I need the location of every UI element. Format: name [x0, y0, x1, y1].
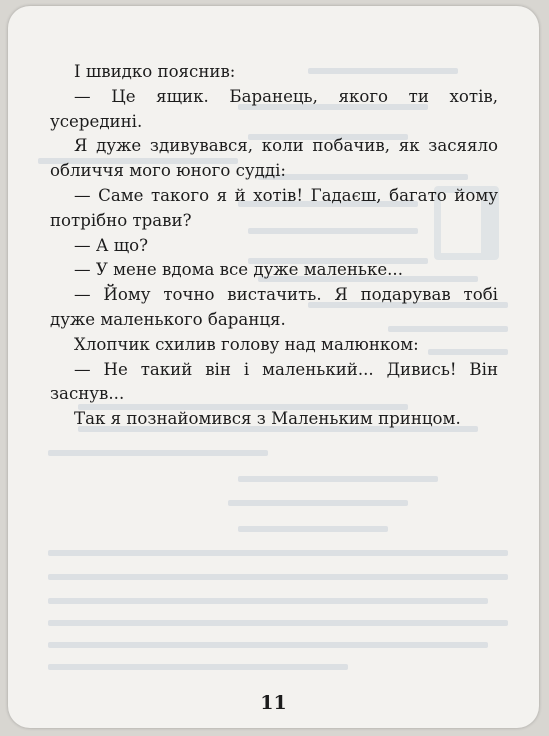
paragraph: — А що?	[74, 235, 149, 255]
paragraph: Я дуже здивувався, коли побачив, як засяяло обличчя мого юного судді:	[50, 136, 498, 181]
paragraph: — У мене вдома все дуже маленьке...	[74, 260, 403, 280]
paragraph: — Йому точно вистачить. Я подарував тобі дуже маленького баранця.	[50, 285, 498, 329]
body-text	[50, 60, 498, 432]
paragraph: Так я познайомився з Маленьким принцом.	[74, 409, 461, 429]
page-number: 11	[260, 692, 287, 714]
paragraph: — Саме такого я й хотів! Гадаєш, багато йому потрібно трави?	[50, 185, 498, 230]
paragraph: І швидко пояснив:	[74, 62, 236, 81]
paragraph: — Це ящик. Баранець, якого ти хотів, усередині.	[50, 86, 498, 131]
book-page	[8, 6, 539, 728]
paragraph: Хлопчик схилив голову над малюнком:	[74, 334, 419, 354]
paragraph: — Не такий він і маленький... Дивись! Він заснув...	[50, 359, 498, 404]
